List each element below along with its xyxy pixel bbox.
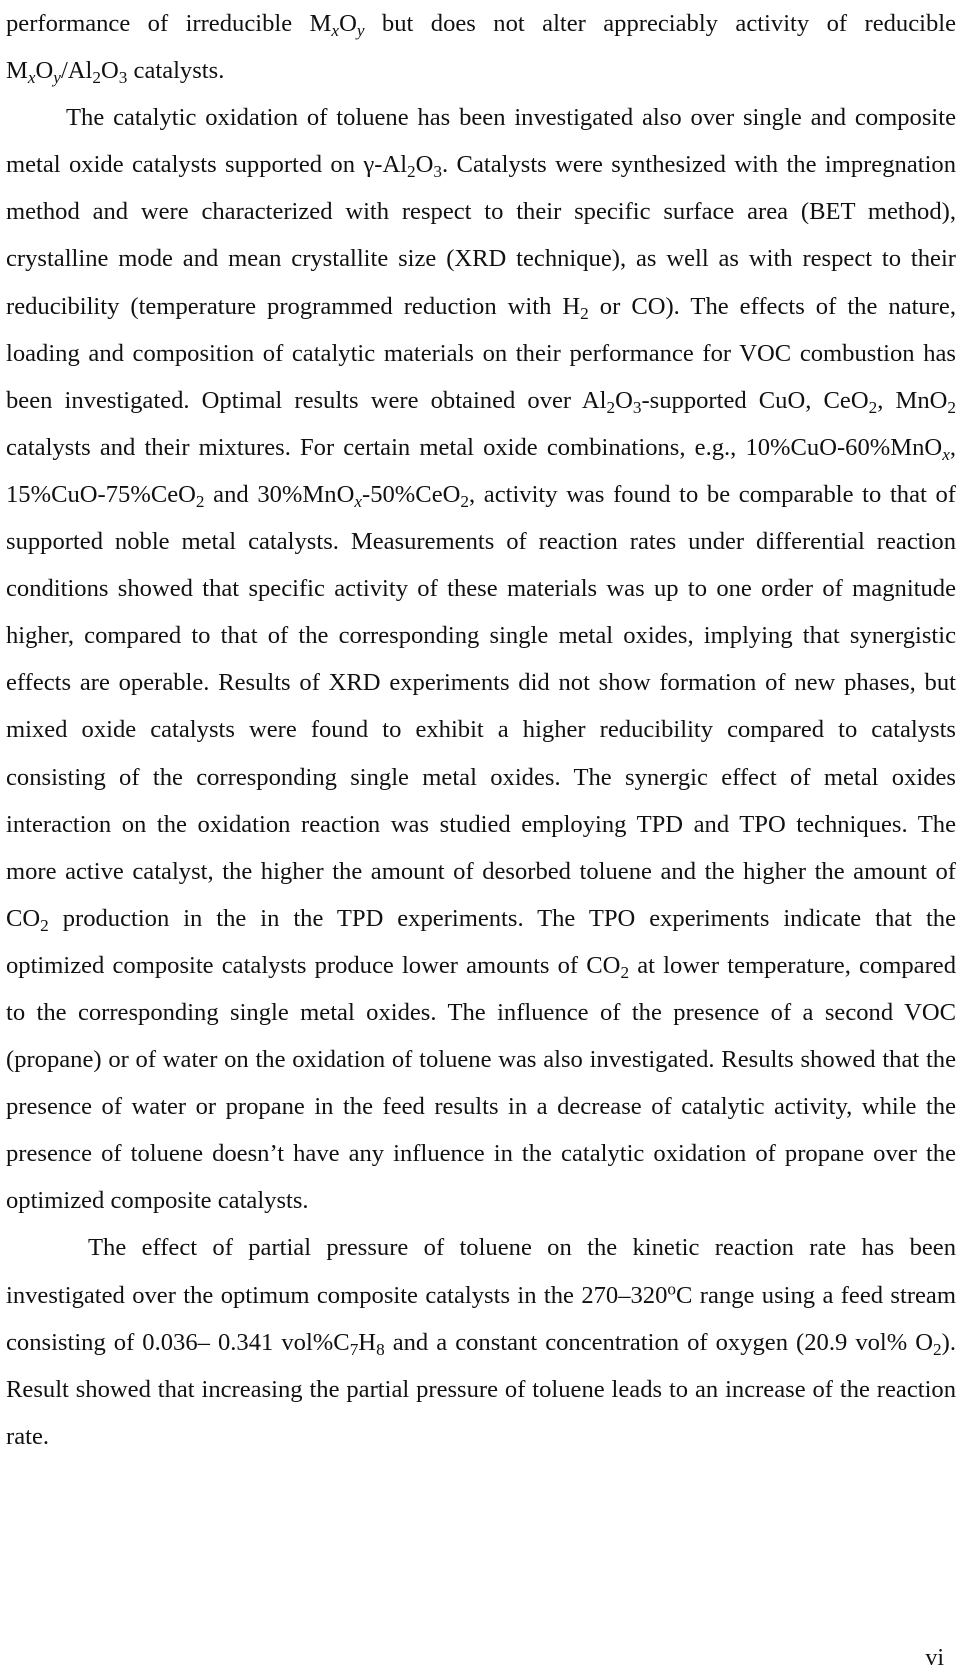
page-number: vi <box>925 1645 944 1671</box>
paragraph-partial-pressure: The effect of partial pressure of toluene on the kinetic reaction rate has been investigated over the optimum composite catalysts in the 270–320$^o$C range using a feed stream consisting of 0.036– 0.341 $vol\%C_7H_8$ and a constant concentration of oxygen (20.9 vol% $O_2$). Result showed that increasing the partial pressure of toluene leads to an increase of the reaction rate. <box>6 1234 956 1450</box>
paragraph-toluene-oxidation: The catalytic oxidation of toluene has been investigated also over single and composite metal oxide catalysts supported on $\gamma-Al_2O_3$. Catalysts were synthesized with the impregnation method and were characterized with respect to their specific surface area (BET method), crystalline mode and mean crystallite size (XRD technique), as well as with respect to their reducibility (temperature programmed reduction with $H_2$ or CO). The effects of the nature, loading and composition of catalytic materials on their performance for VOC combustion has been investigated. Optimal results were obtained over $Al_2O_3$-supported CuO, CeO$_2$, MnO$_2$ catalysts and their mixtures. For certain metal oxide combinations, e.g., 10%CuO-60%MnO$_x$, 15%CuO-75%CeO$_2$ and 30%MnO$_x$-50%CeO$_2$, activity was found to be comparable to that of supported noble metal catalysts. Measurements of reaction rates under differential reaction conditions showed that specific activity of these materials was up to one order of magnitude higher, compared to that of the corresponding single metal oxides, implying that synergistic effects are operable. Results of XRD experiments did not show formation of new phases, but mixed oxide catalysts were found to exhibit a higher reducibility compared to catalysts consisting of the corresponding single metal oxides. The synergic effect of metal oxides interaction on the oxidation reaction was studied employing TPD and TPO techniques. The more active catalyst, the higher the amount of desorbed toluene and the higher the amount of $CO_2$ production in the in the TPD experiments. The TPO experiments indicate that the optimized composite catalysts produce lower amounts of $CO_2$ at lower temperature, compared to the corresponding single metal oxides. The influence of the presence of a second VOC (propane) or of water on the oxidation of toluene was also investigated. Results showed that the presence of water or propane in the feed results in a decrease of catalytic activity, while the presence of toluene doesn’t have any influence in the catalytic oxidation of propane over the optimized composite catalysts. <box>6 104 957 1215</box>
document-page <box>6 0 956 1460</box>
paragraph-continuation: performance of irreducible $M_xO_y$ but does not alter appreciably activity of reducible $M_xO_y/Al_2O_3$ catalysts. <box>6 10 956 87</box>
